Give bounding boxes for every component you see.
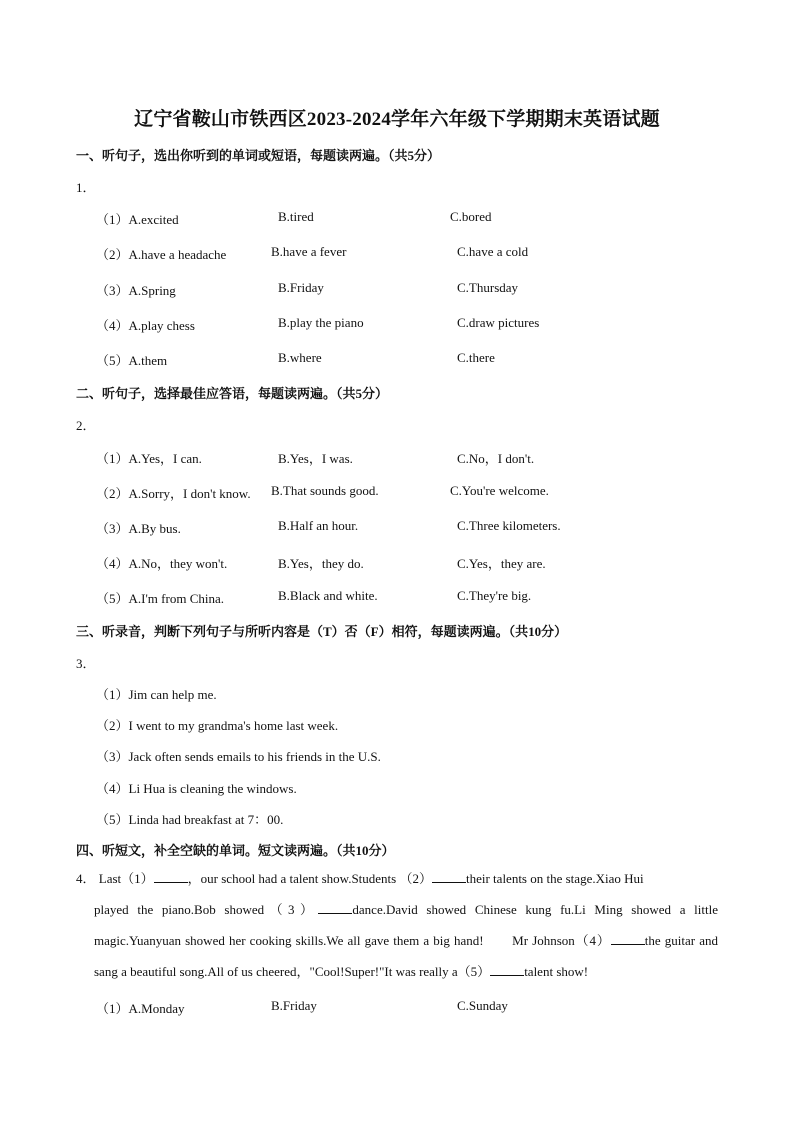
- question-3-number: 3．: [76, 656, 96, 671]
- q3-statement-1: （1）Jim can help me.: [96, 687, 217, 702]
- q2-3-option-a: （3）A.By bus.: [96, 521, 181, 536]
- section-2-heading: 二、听句子，选择最佳应答语，每题读两遍。（共5分）: [76, 386, 389, 401]
- passage-part-2: ，our school had a talent show.Students （2）: [187, 871, 432, 886]
- passage-part-6: magic.Yuanyuan showed her cooking skills.We all gave them a big hand! Mr Johnson（4）: [94, 933, 611, 948]
- q2-3-option-b: B.Half an hour.: [278, 518, 359, 533]
- q2-2-option-b: B.That sounds good.: [271, 483, 379, 498]
- q3-statement-5: （5）Linda had breakfast at 7：00.: [96, 812, 284, 827]
- q2-5-option-a: （5）A.I'm from China.: [96, 591, 224, 606]
- q2-5-option-b: B.Black and white.: [278, 588, 378, 603]
- blank-3[interactable]: [318, 902, 352, 914]
- q2-2-option-c: C.You're welcome.: [450, 483, 549, 498]
- q1-5-option-b: B.where: [278, 350, 322, 365]
- q2-1-option-a: （1）A.Yes，I can.: [96, 451, 202, 466]
- q1-1-option-c: C.bored: [450, 209, 492, 224]
- question-4-number: 4．: [76, 871, 96, 886]
- q3-statement-3: （3）Jack often sends emails to his friends in the U.S.: [96, 749, 381, 764]
- q1-4-option-b: B.play the piano: [278, 315, 364, 330]
- section-1-heading: 一、听句子，选出你听到的单词或短语，每题读两遍。（共5分）: [76, 148, 441, 163]
- q4-1-option-c: C.Sunday: [457, 998, 508, 1013]
- q1-5-option-a: （5）A.them: [96, 353, 168, 368]
- q1-1-option-a: （1）A.excited: [96, 212, 179, 227]
- q2-4-option-c: C.Yes，they are.: [457, 556, 546, 571]
- q2-1-option-c: C.No，I don't.: [457, 451, 535, 466]
- q1-2-option-a: （2）A.have a headache: [96, 247, 227, 262]
- q1-4-option-c: C.draw pictures: [457, 315, 540, 330]
- passage-part-8: guitar and sang a beautiful song.All of us cheered，"Cool!Super!"It was really a（5）: [94, 933, 719, 979]
- q1-4-option-a: （4）A.play chess: [96, 318, 195, 333]
- q1-3-option-a: （3）A.Spring: [96, 283, 176, 298]
- passage-part-1: Last（1）: [98, 871, 154, 886]
- q2-5-option-c: C.They're big.: [457, 588, 532, 603]
- question-2-number: 2．: [76, 418, 96, 433]
- q1-2-option-b: B.have a fever: [271, 244, 347, 259]
- q1-2-option-c: C.have a cold: [457, 244, 529, 259]
- q4-1-option-b: B.Friday: [271, 998, 317, 1013]
- blank-4[interactable]: [611, 933, 645, 945]
- q2-4-option-b: B.Yes，they do.: [278, 556, 364, 571]
- blank-5[interactable]: [490, 964, 524, 976]
- q3-statement-2: （2）I went to my grandma's home last week.: [96, 718, 339, 733]
- q2-1-option-b: B.Yes，I was.: [278, 451, 353, 466]
- passage-part-4: played the piano.Bob showed（3）: [94, 902, 319, 917]
- passage-part-9: talent show!: [524, 964, 589, 979]
- passage-part-7: the: [644, 933, 661, 948]
- question-1-number: 1．: [76, 180, 96, 195]
- passage-part-3: their talents on the stage.Xiao Hui: [465, 871, 644, 886]
- q1-1-option-b: B.tired: [278, 209, 314, 224]
- blank-2[interactable]: [432, 871, 466, 883]
- q2-2-option-a: （2）A.Sorry，I don't know.: [96, 486, 251, 501]
- q4-1-option-a: （1）A.Monday: [96, 1001, 185, 1016]
- q3-statement-4: （4）Li Hua is cleaning the windows.: [96, 781, 297, 796]
- passage-part-5: dance.David showed Chinese kung fu.Li Ming showed a little: [352, 902, 718, 917]
- q1-5-option-c: C.there: [457, 350, 495, 365]
- q1-3-option-c: C.Thursday: [457, 280, 519, 295]
- section-3-heading: 三、听录音，判断下列句子与所听内容是（T）否（F）相符，每题读两遍。（共10分）: [76, 624, 568, 639]
- section-4-heading: 四、听短文，补全空缺的单词。短文读两遍。（共10分）: [76, 843, 395, 858]
- blank-1[interactable]: [154, 871, 188, 883]
- q4-passage: [76, 863, 718, 987]
- page-title: 辽宁省鞍山市铁西区2023-2024学年六年级下学期期末英语试题: [134, 109, 660, 130]
- q2-3-option-c: C.Three kilometers.: [457, 518, 561, 533]
- q2-4-option-a: （4）A.No，they won't.: [96, 556, 228, 571]
- q1-3-option-b: B.Friday: [278, 280, 324, 295]
